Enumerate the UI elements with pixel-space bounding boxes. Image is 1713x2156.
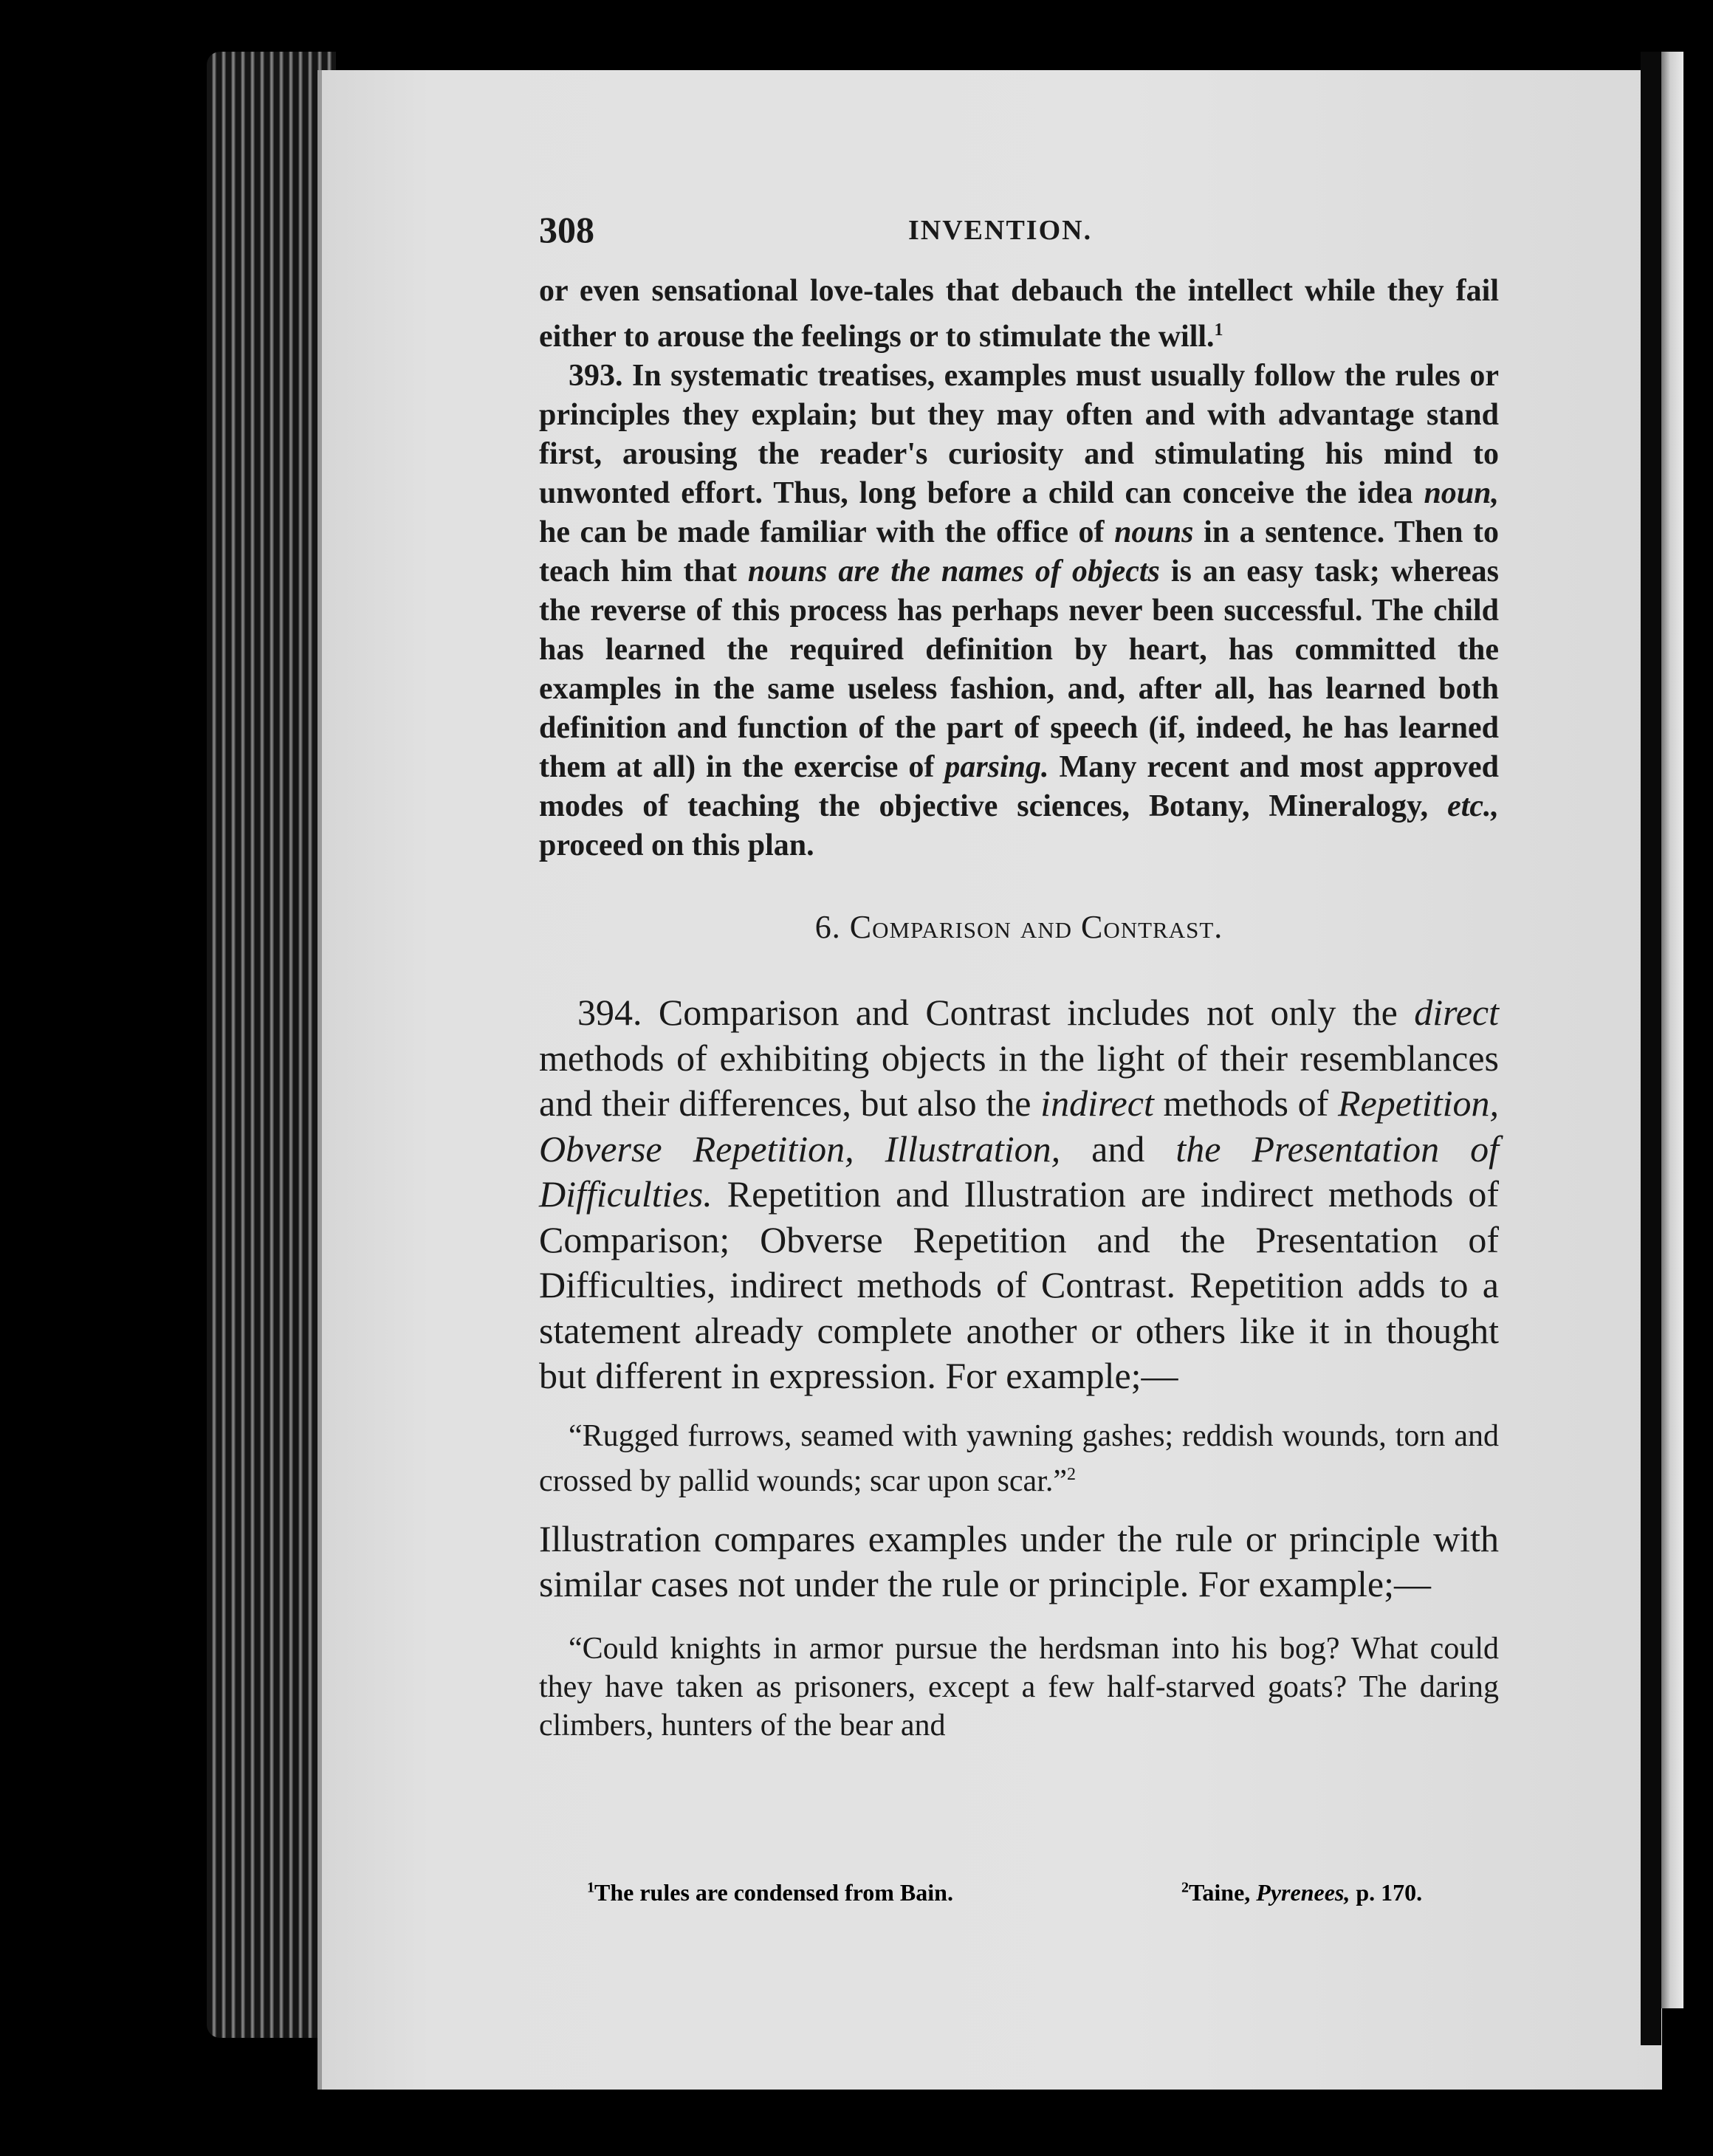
text-run: is an easy task; whereas the reverse of this process has perhaps never been successful. The child has learned the required definition by heart, has committed the examples in the same useless fashion, and, after all, has learned both definition and function of the part of speech (if, indeed, he has learned them at all) in the exercise of <box>539 555 1500 784</box>
text-run: he can be made familiar with the office of <box>539 515 1105 549</box>
footnote-mark: 2 <box>1181 1879 1189 1896</box>
quote-text: “Rugged furrows, seamed with yawning gashes; reddish wounds, torn and crossed by pallid wounds; scar upon scar.” <box>539 1418 1499 1498</box>
text-run: Many recent and most approved modes of teaching the objective sciences, Botany, Mineralogy, <box>539 750 1499 823</box>
footnote-1 <box>587 1879 953 1906</box>
paragraph-continued <box>539 272 1499 357</box>
paragraph-number: 394. <box>577 992 642 1033</box>
footnote-author: Taine, <box>1189 1879 1251 1906</box>
italic-run: direct <box>1414 992 1500 1033</box>
paragraph-393 <box>539 357 1499 865</box>
book-gutter <box>1641 52 1661 2045</box>
running-head <box>539 208 1499 253</box>
footnote-page: p. 170. <box>1356 1879 1423 1906</box>
footnote-ref-1: 1 <box>1214 320 1223 340</box>
italic-run: Repetition, Obverse Repetition, Illustration, <box>539 1082 1500 1170</box>
footnote-ref-2: 2 <box>1067 1464 1077 1484</box>
footnote-mark: 1 <box>587 1879 594 1896</box>
text-run: methods of <box>1163 1082 1329 1124</box>
footnote-work: Pyrenees, <box>1256 1879 1350 1906</box>
paragraph-394 <box>539 990 1499 1399</box>
block-quote-2: “Could knights in armor pursue the herdsman into his bog? What could they have taken as prisoners, except a few half-starved goats? The daring climbers, hunters of the bear and <box>539 1631 1499 1743</box>
italic-run: noun, <box>1424 476 1500 510</box>
page-stack-edge <box>207 52 336 2038</box>
italic-run: nouns are the names of objects <box>747 555 1160 588</box>
italic-run: indirect <box>1040 1082 1154 1124</box>
page-number: 308 <box>539 209 594 250</box>
text-run: in a sentence. Then to teach him that <box>539 515 1500 588</box>
footnote-text: The rules are condensed from Bain. <box>594 1879 953 1906</box>
block-quote-1 <box>539 1417 1499 1500</box>
text-run: and <box>1091 1127 1145 1170</box>
page-text <box>539 208 1499 1761</box>
text-run: Repetition and Illustration are indirect methods of Comparison; Obverse Repetition and the Presentation of Difficulties, indirect methods of Contrast. Repetition adds to a statement already complete another or others like it in thought but different in expression. For example;— <box>539 1173 1500 1396</box>
text-run: proceed on this plan. <box>539 828 814 862</box>
footnote-2 <box>1181 1879 1422 1906</box>
italic-run: parsing. <box>944 750 1049 784</box>
paragraph-illustration: Illustration compares examples under the rule or principle with similar cases not under the rule or principle. For example;— <box>539 1517 1499 1604</box>
text-run: methods of exhibiting objects in the light of their resemblances and their differences, but also the <box>539 1037 1499 1124</box>
text-run: In systematic treatises, examples must usually follow the rules or principles they explain; but they may often and with advantage stand first, arousing the reader's curiosity and stimulating his mind to unwonted effort. Thus, long before a child can conceive the idea <box>539 359 1499 510</box>
italic-run: nouns <box>1114 515 1194 549</box>
paragraph-number: 393. <box>569 359 623 393</box>
italic-run: the Presentation of Difficulties. <box>539 1127 1500 1215</box>
text-run: Comparison and Contrast includes not only the <box>658 992 1398 1033</box>
paragraph-text: or even sensational love-tales that debauch the intellect while they fail either to arouse the feelings or to stimulate the will. <box>539 274 1499 354</box>
section-heading: 6. Comparison and Contrast. <box>814 909 1223 945</box>
facing-page-edge <box>1661 52 1683 2008</box>
italic-run: etc., <box>1447 789 1500 823</box>
running-title: INVENTION. <box>908 215 1093 246</box>
